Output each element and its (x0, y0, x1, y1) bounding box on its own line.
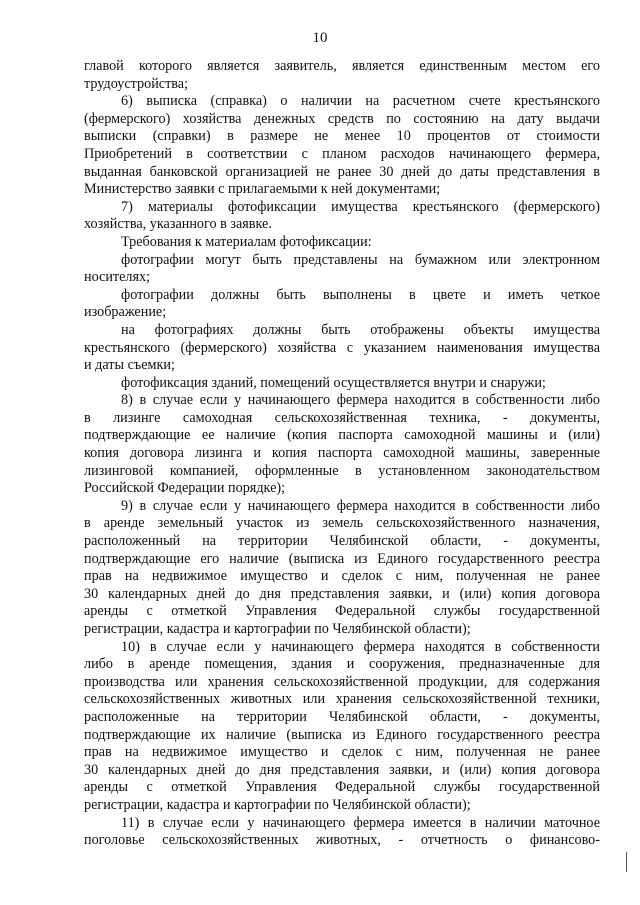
text-line: расположенный на территории Челябинской области, - документы, (84, 533, 600, 550)
scan-artifact-mark (626, 852, 627, 872)
text-line: и даты съемки; (84, 357, 175, 374)
text-line: подтверждающие ее наличие (копия паспорта самоходной машины и (или) (84, 427, 600, 444)
text-line: Требования к материалам фотофиксации: (121, 233, 372, 250)
text-line: расположенные на территории Челябинской области, - документы, (84, 708, 600, 725)
text-line: Министерство заявки с прилагаемыми к ней документами; (84, 181, 441, 198)
text-line: регистрации, кадастра и картографии по Челябинской области); (84, 796, 471, 813)
text-line: подтверждающие его наличие (выписка из Единого государственного реестра (84, 550, 600, 567)
text-line: аренды с отметкой Управления Федеральной службы государственной (84, 603, 600, 620)
text-line: фотофиксация зданий, помещений осуществляется внутри и снаружи; (121, 374, 546, 391)
text-line: хозяйства, указанного в заявке. (84, 216, 272, 233)
text-line: 7) материалы фотофиксации имущества крестьянского (фермерского) (121, 198, 600, 215)
text-line: крестьянского (фермерского) хозяйства с указанием наименования имущества (84, 339, 600, 356)
text-line: (фермерского) хозяйства денежных средств по состоянию на дату выдачи (84, 110, 600, 127)
text-line: либо в аренде помещения, здания и сооружения, предназначенные для (84, 656, 600, 673)
text-line: выданная банковской организацией не ранее 30 дней до даты представления в (84, 163, 600, 180)
text-line: 8) в случае если у начинающего фермера находится в собственности либо (121, 392, 600, 409)
text-line: выписки (справки) в размере не менее 10 процентов от стоимости (84, 128, 600, 145)
text-line: производства или хранения сельскохозяйственной продукции, для содержания (84, 673, 600, 690)
text-line: фотографии могут быть представлены на бумажном или электронном (121, 251, 600, 268)
text-line: трудоустройства; (84, 75, 189, 92)
text-line: в лизинге самоходная сельскохозяйственная техника, - документы, (84, 409, 600, 426)
document-body (84, 58, 600, 850)
text-line: 30 календарных дней до дня представления заявки, и (или) копия договора (84, 585, 600, 602)
text-line: копия договора лизинга и копия паспорта самоходной машины, заверенные (84, 445, 600, 462)
page-number: 10 (312, 30, 328, 46)
text-line: носителях; (84, 269, 151, 286)
text-line: Приобретений в соответствии с планом расходов начинающего фермера, (84, 145, 600, 162)
text-line: на фотографиях должны быть отображены объекты имущества (121, 321, 600, 338)
text-line: сельскохозяйственных животных или хранения сельскохозяйственной техники, (84, 691, 600, 708)
text-line: 6) выписка (справка) о наличии на расчетном счете крестьянского (121, 93, 600, 110)
text-line: прав на недвижимое имущество и сделок с ним, полученная не ранее (84, 744, 600, 761)
text-line: 11) в случае если у начинающего фермера имеется в наличии маточное (121, 814, 600, 831)
text-line: фотографии должны быть выполнены в цвете и иметь четкое (121, 286, 600, 303)
text-line: главой которого является заявитель, является единственным местом его (84, 58, 600, 74)
text-line: 30 календарных дней до дня представления заявки, и (или) копия договора (84, 761, 600, 778)
text-line: регистрации, кадастра и картографии по Челябинской области); (84, 621, 471, 637)
text-line: аренды с отметкой Управления Федеральной службы государственной (84, 779, 600, 796)
text-line: изображение; (84, 304, 167, 321)
text-line: в аренде земельный участок из земель сельскохозяйственного назначения, (84, 515, 600, 532)
text-line: подтверждающие их наличие (выписка из Единого государственного реестра (84, 726, 600, 743)
text-line: поголовье сельскохозяйственных животных, - отчетность о финансово- (84, 832, 600, 849)
text-line: 9) в случае если у начинающего фермера находится в собственности либо (121, 497, 600, 514)
text-line: 10) в случае если у начинающего фермера находятся в собственности (121, 638, 600, 655)
text-line: Российской Федерации порядке); (84, 480, 286, 497)
text-line: прав на недвижимое имущество и сделок с ним, полученная не ранее (84, 568, 600, 585)
text-line: лизинговой компанией, оформленные в установленном законодательством (84, 462, 600, 479)
